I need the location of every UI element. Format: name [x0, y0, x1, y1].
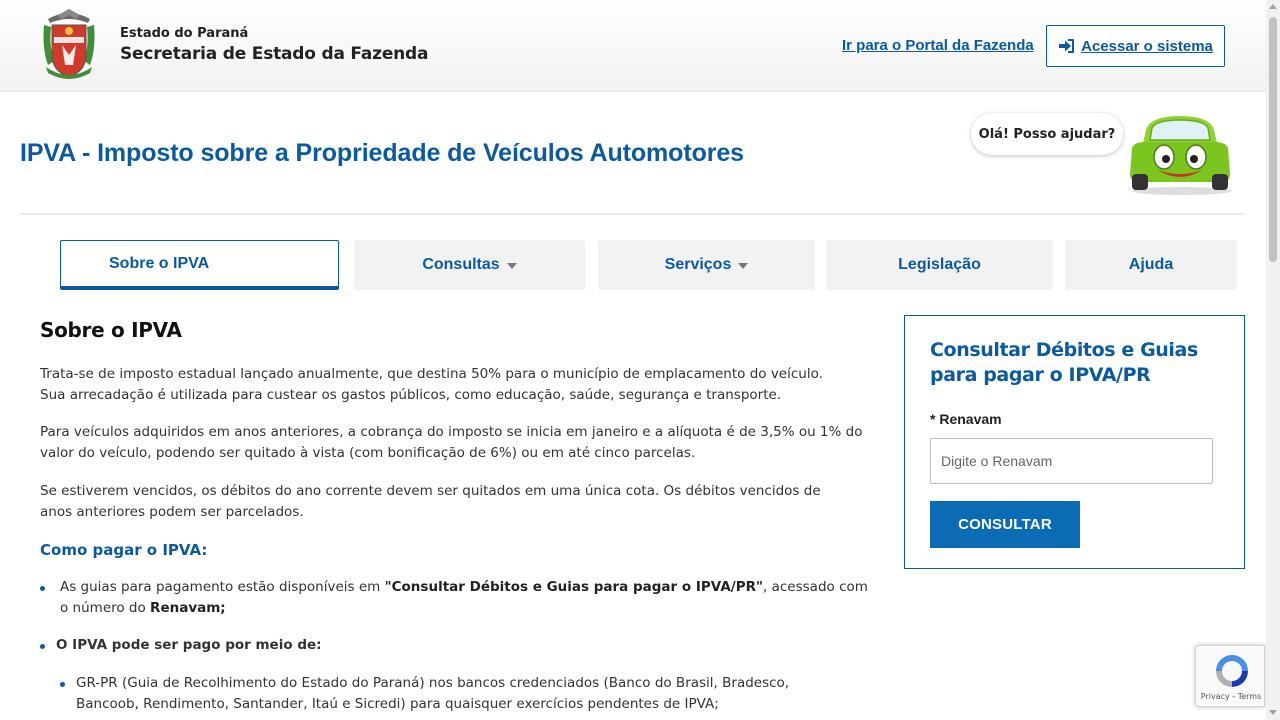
tab-label: Legislação — [898, 256, 981, 273]
bullet-text: O IPVA pode ser pago por meio de: — [56, 637, 322, 653]
tab-label: Sobre o IPVA — [109, 254, 210, 272]
scrollbar-thumb[interactable] — [1269, 17, 1277, 262]
title-divider — [20, 213, 1245, 215]
tab-legislacao[interactable] — [826, 240, 1053, 290]
bullet-icon — [60, 682, 65, 687]
how-to-pay-heading: Como pagar o IPVA: — [40, 541, 208, 559]
parana-coat-of-arms-icon — [38, 9, 100, 83]
access-system-label: Acessar o sistema — [1081, 37, 1213, 55]
main-content — [40, 318, 870, 342]
assistant-speech-bubble[interactable]: Olá! Posso ajudar? — [971, 113, 1123, 155]
organization-name — [120, 26, 428, 64]
paragraph-overdue: Se estiverem vencidos, os débitos do ano corrente devem ser quitados em uma única cota. Os débitos vencidos de anos anteriores podem ser parcelados. — [40, 483, 821, 520]
scroll-up-icon[interactable] — [1269, 4, 1277, 9]
tab-label: Ajuda — [1128, 256, 1174, 273]
tab-ajuda[interactable] — [1065, 240, 1237, 290]
list-item — [40, 577, 870, 619]
panel-title: Consultar Débitos e Guias para pagar o IPVA/PR — [930, 339, 1198, 386]
bullet-bold-text: Renavam; — [150, 600, 226, 616]
green-car-mascot-icon[interactable] — [1124, 112, 1236, 196]
bullet-text: As guias para pagamento estão disponíveis em — [60, 579, 385, 595]
section-heading: Sobre o IPVA — [40, 318, 182, 342]
bullet-text: GR-PR (Guia de Recolhimento do Estado do Paraná) nos bancos credenciados (Banco do Brasil, Bradesco, Bancoob, Rendimento, Santander, Itaú e Sicredi) para quaisquer exercícios pendentes de IPVA; — [76, 675, 790, 712]
page-title: IPVA - Imposto sobre a Propriedade de Veículos Automotores — [20, 139, 744, 167]
consult-debts-panel — [904, 315, 1245, 569]
scroll-down-icon[interactable] — [1269, 710, 1277, 715]
department-name: Secretaria de Estado da Fazenda — [120, 44, 429, 64]
renavam-label: * Renavam — [930, 411, 1002, 427]
bullet-text: , acessado com o número do — [60, 579, 868, 616]
bullet-bold-text: "Consultar Débitos e Guias para pagar o IPVA/PR" — [384, 579, 764, 595]
list-item — [60, 673, 840, 715]
tab-label: Consultas — [422, 256, 500, 273]
recaptcha-badge[interactable] — [1195, 645, 1265, 707]
bullet-icon — [40, 644, 45, 649]
paragraph-intro: Trata-se de imposto estadual lançado anualmente, que destina 50% para o município de emplacamento do veículo. Sua arrecadação é utilizada para custear os gastos públicos, como educação, saúde, segurança e transporte. — [40, 366, 823, 403]
tab-label: Serviços — [664, 256, 732, 273]
portal-fazenda-link[interactable]: Ir para o Portal da Fazenda — [842, 37, 1034, 54]
renavam-input[interactable] — [930, 438, 1213, 484]
site-header — [0, 0, 1266, 92]
sign-in-icon — [1058, 38, 1075, 54]
recaptcha-terms[interactable]: Privacy - Terms — [1200, 692, 1262, 701]
list-item — [40, 635, 870, 656]
paragraph-rates: Para veículos adquiridos em anos anteriores, a cobrança do imposto se inicia em janeiro e a alíquota é de 3,5% ou 1% do valor do veículo, podendo ser quitado à vista (com bonificação de 6%) ou em até cinco parcelas. — [40, 424, 863, 461]
page-scrollbar[interactable] — [1266, 0, 1280, 720]
tab-sobre-o-ipva[interactable] — [60, 240, 339, 290]
caret-down-icon — [507, 263, 517, 269]
tab-servicos[interactable] — [598, 240, 815, 290]
recaptcha-icon — [1213, 652, 1251, 690]
tab-consultas[interactable] — [354, 240, 585, 290]
consult-button[interactable]: CONSULTAR — [930, 501, 1080, 548]
state-name: Estado do Paraná — [120, 26, 249, 41]
access-system-button[interactable] — [1046, 25, 1225, 67]
bullet-icon — [40, 586, 45, 591]
caret-down-icon — [738, 263, 748, 269]
